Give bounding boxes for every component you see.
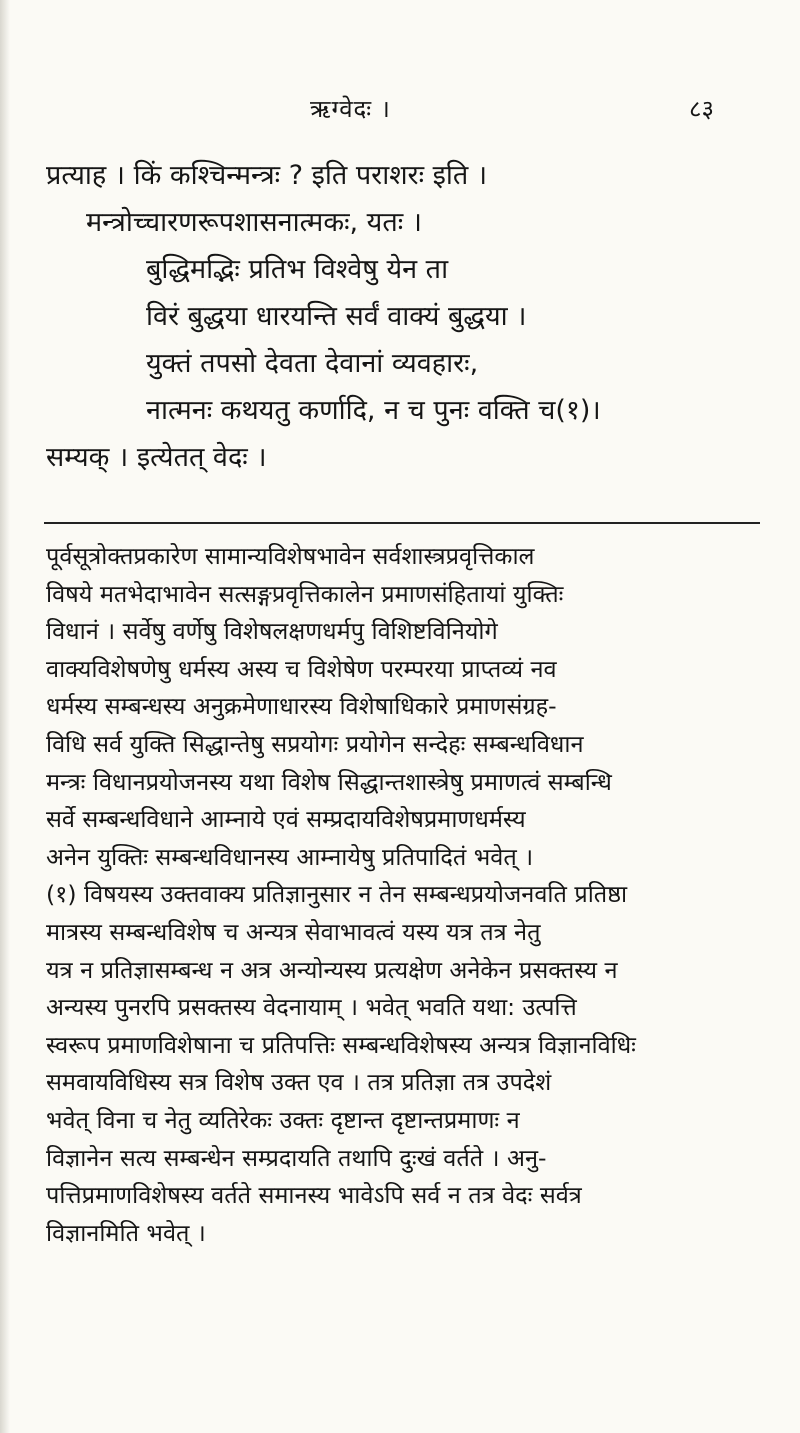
commentary-line: धर्मस्य सम्बन्धस्य अनुक्रमेणाधारस्य विशेषाधिकारे प्रमाणसंग्रह- — [46, 692, 557, 721]
commentary-line: समवायविधिस्य सत्र विशेष उक्त एव । तत्र प्रतिज्ञा तत्र उपदेशं — [46, 1068, 552, 1097]
commentary-line: विज्ञानमिति भवेत् । — [46, 1218, 206, 1247]
verse-line: प्रत्याह । किं कश्चिन्मन्त्रः ? इति पराशरः इति । — [46, 160, 488, 191]
commentary-line: भवेत् विना च नेतु व्यतिरेकः उक्तः दृष्टान्त दृष्टान्तप्रमाणः न — [46, 1105, 520, 1134]
commentary-line: स्वरूप प्रमाणविशेषाना च प्रतिपत्तिः सम्बन्धविशेषस्य अन्यत्र विज्ञानविधिः — [46, 1030, 636, 1059]
section-divider — [44, 522, 760, 524]
commentary-line: (१) विषयस्य उक्तवाक्य प्रतिज्ञानुसार न तेन सम्बन्धप्रयोजनवति प्रतिष्ठा — [46, 880, 628, 909]
commentary-paragraph — [46, 876, 758, 1252]
running-head: ऋग्वेदः । — [310, 95, 391, 123]
verse-line: बुद्धिमद्भिः प्रतिभ विश्वेषु येन ता — [146, 254, 449, 285]
commentary-line: मात्रस्य सम्बन्धविशेष च अन्यत्र सेवाभावत्वं यस्य यत्र तत्र नेतु — [46, 917, 541, 946]
commentary-line: विज्ञानेन सत्य सम्बन्धेन सम्प्रदायति तथापि दुःखं वर्तते । अनु- — [46, 1143, 547, 1172]
commentary-line: अन्यस्य पुनरपि प्रसक्तस्य वेदनायाम् । भवेत् भवति यथा: उत्पत्ति — [46, 993, 577, 1022]
commentary-line: विधि सर्व युक्ति सिद्धान्तेषु सप्रयोगः प्रयोगेन सन्देहः सम्बन्धविधान — [46, 729, 584, 758]
commentary-block — [46, 538, 758, 1252]
verse-line: विरं बुद्धया धारयन्ति सर्वं वाक्यं बुद्धया । — [146, 301, 527, 332]
verse-line: सम्यक् । इत्येतत् वेदः । — [46, 442, 267, 473]
commentary-line: वाक्यविशेषणेषु धर्मस्य अस्य च विशेषेण परम्परया प्राप्तव्यं नव — [46, 654, 557, 683]
commentary-line: अनेन युक्तिः सम्बन्धविधानस्य आम्नायेषु प्रतिपादितं भवेत् । — [46, 842, 534, 871]
verse-line: नात्मनः कथयतु कर्णादि, न च पुनः वक्ति च(१)। — [146, 395, 601, 426]
page-number: ८३ — [689, 95, 714, 123]
verse-block — [46, 152, 758, 481]
page-header — [0, 92, 800, 132]
verse-line: युक्तं तपसो देवता देवानां व्यवहारः, — [146, 348, 479, 379]
commentary-line: पत्तिप्रमाणविशेषस्य वर्तते समानस्य भावेऽपि सर्व न तत्र वेदः सर्वत्र — [46, 1181, 582, 1210]
verse-line: मन्त्रोच्चारणरूपशासनात्मकः, यतः । — [86, 207, 423, 238]
page-edge-shadow — [0, 0, 10, 1433]
commentary-line: सर्वे सम्बन्धविधाने आम्नाये एवं सम्प्रदायविशेषप्रमाणधर्मस्य — [46, 805, 526, 834]
commentary-line: विषये मतभेदाभावेन सत्सङ्गप्रवृत्तिकालेन प्रमाणसंहितायां युक्तिः — [46, 579, 564, 608]
commentary-paragraph — [46, 538, 758, 876]
commentary-line: मन्त्रः विधानप्रयोजनस्य यथा विशेष सिद्धान्तशास्त्रेषु प्रमाणत्वं सम्बन्धि — [46, 767, 612, 796]
commentary-line: यत्र न प्रतिज्ञासम्बन्ध न अत्र अन्योन्यस्य प्रत्यक्षेण अनेकेन प्रसक्तस्य न — [46, 955, 618, 984]
commentary-line: विधानं । सर्वेषु वर्णेषु विशेषलक्षणधर्मपु विशिष्टविनियोगे — [46, 617, 498, 646]
commentary-line: पूर्वसूत्रोक्तप्रकारेण सामान्यविशेषभावेन सर्वशास्त्रप्रवृत्तिकाल — [46, 542, 535, 570]
